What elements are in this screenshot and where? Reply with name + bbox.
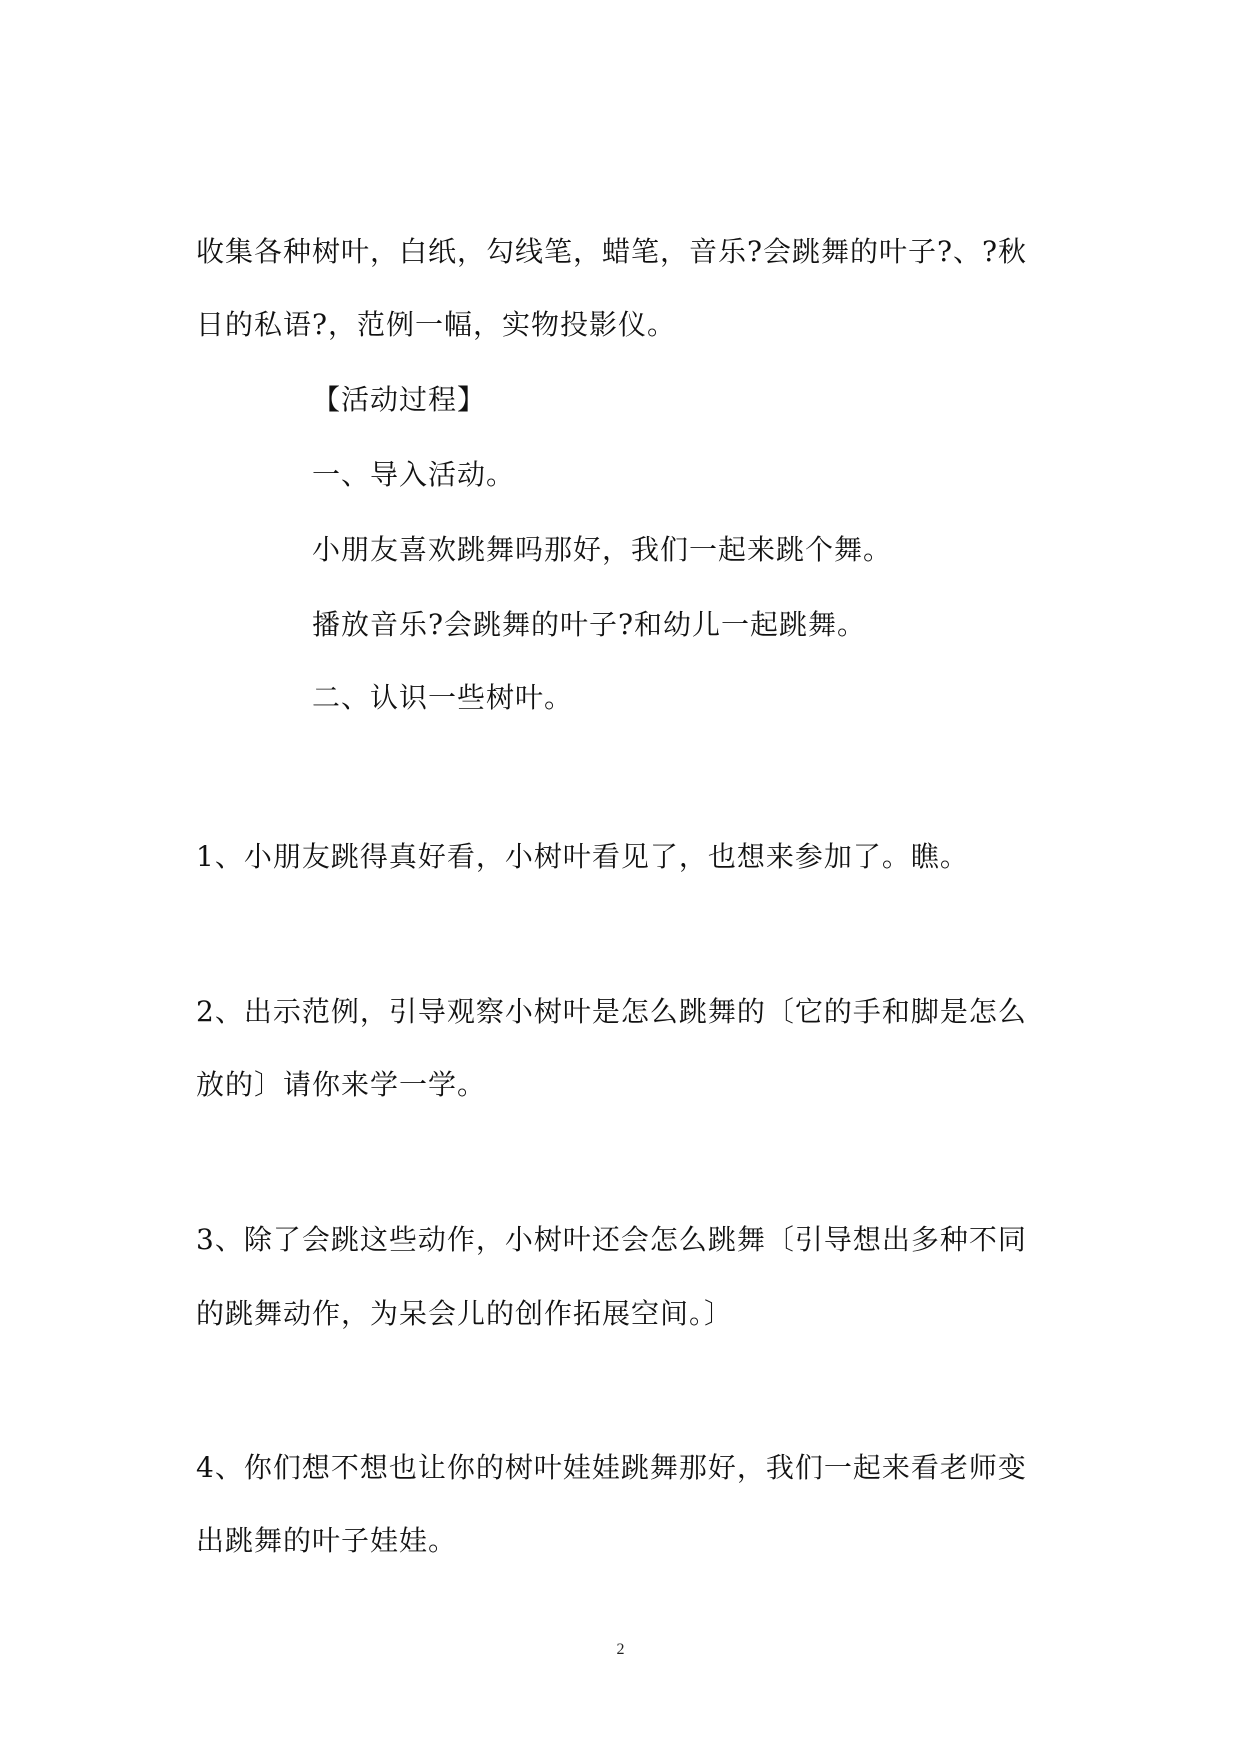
page-number: 2 xyxy=(616,1641,625,1658)
item-3-line-1: 3、除了会跳这些动作，小树叶还会怎么跳舞〔引导想出多种不同 xyxy=(196,1223,1027,1256)
materials-line-2: 日的私语?，范例一幅，实物投影仪。 xyxy=(196,308,677,341)
process-heading: 【活动过程】 xyxy=(312,383,487,416)
item-4-line-2: 出跳舞的叶子娃娃。 xyxy=(196,1524,458,1557)
item-1-line-1: 1、小朋友跳得真好看，小树叶看见了，也想来参加了。瞧。 xyxy=(196,840,969,873)
item-2-line-2: 放的〕请你来学一学。 xyxy=(196,1068,487,1101)
section-2-heading: 二、认识一些树叶。 xyxy=(312,681,574,714)
item-4-line-1: 4、你们想不想也让你的树叶娃娃跳舞那好，我们一起来看老师变 xyxy=(196,1451,1027,1484)
materials-line-1: 收集各种树叶，白纸，勾线笔，蜡笔，音乐?会跳舞的叶子?、?秋 xyxy=(196,235,1028,268)
section-1-text-a: 小朋友喜欢跳舞吗那好，我们一起来跳个舞。 xyxy=(312,533,893,566)
item-2-line-1: 2、出示范例，引导观察小树叶是怎么跳舞的〔它的手和脚是怎么 xyxy=(196,995,1027,1028)
section-1-text-b: 播放音乐?会跳舞的叶子?和幼儿一起跳舞。 xyxy=(312,608,867,641)
section-1-heading: 一、导入活动。 xyxy=(312,458,516,491)
item-3-line-2: 的跳舞动作，为呆会儿的创作拓展空间。〕 xyxy=(196,1297,734,1330)
